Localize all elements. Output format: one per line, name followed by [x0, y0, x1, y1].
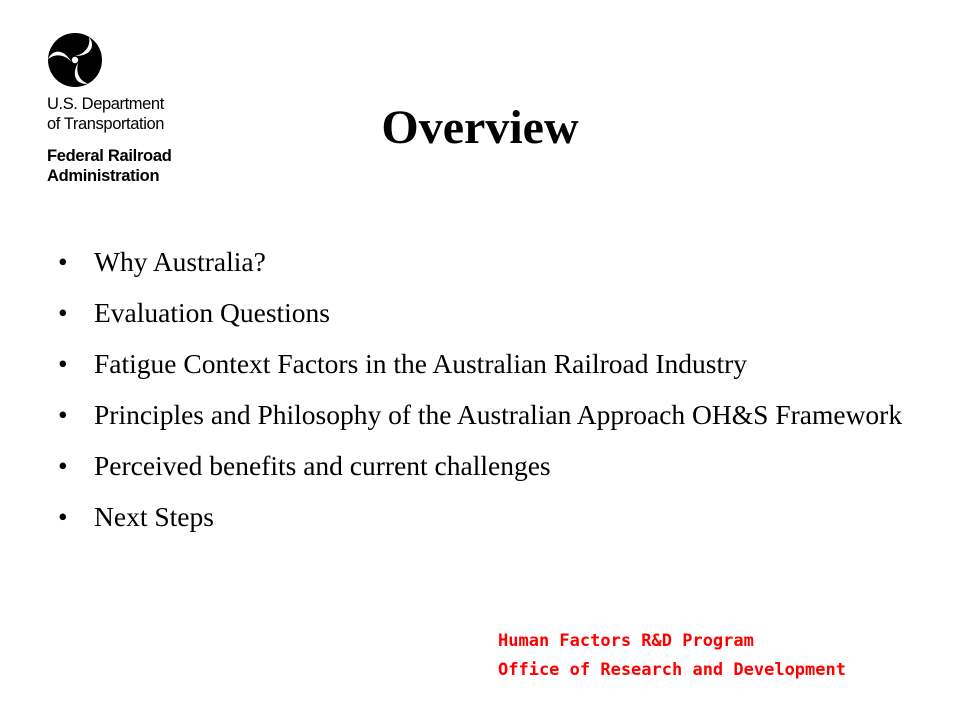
slide-title: Overview	[381, 101, 579, 154]
bullet-dot: •	[58, 501, 68, 532]
bullet-text: Why Australia?	[94, 246, 266, 277]
bullet-item	[58, 294, 918, 332]
bullet-dot: •	[58, 348, 68, 379]
bullet-dot: •	[58, 246, 68, 277]
bullet-item	[58, 498, 918, 536]
bullet-item	[58, 243, 918, 281]
department-line-1: U.S. Department	[47, 95, 164, 113]
bullet-list	[58, 243, 918, 549]
footer-line-2: Office of Research and Development	[498, 660, 846, 680]
usdot-tri-swirl-icon	[47, 32, 103, 88]
program-footer	[498, 627, 846, 685]
bullet-item	[58, 396, 918, 434]
bullet-dot: •	[58, 297, 68, 328]
bullet-item	[58, 447, 918, 485]
bullet-text: Perceived benefits and current challenges	[94, 450, 551, 481]
bullet-text: Fatigue Context Factors in the Australian Railroad Industry	[94, 348, 748, 379]
bullet-text: Principles and Philosophy of the Australian Approach OH&S Framework	[94, 399, 903, 430]
bullet-text: Evaluation Questions	[94, 297, 331, 328]
bullet-dot: •	[58, 450, 68, 481]
agency-line-2: Administration	[47, 167, 160, 185]
department-line-2: of Transportation	[47, 115, 165, 133]
bullet-text: Next Steps	[94, 501, 214, 532]
bullet-item	[58, 345, 918, 383]
agency-line-1: Federal Railroad	[47, 147, 172, 165]
bullet-dot: •	[58, 399, 68, 430]
footer-line-1: Human Factors R&D Program	[498, 631, 754, 651]
